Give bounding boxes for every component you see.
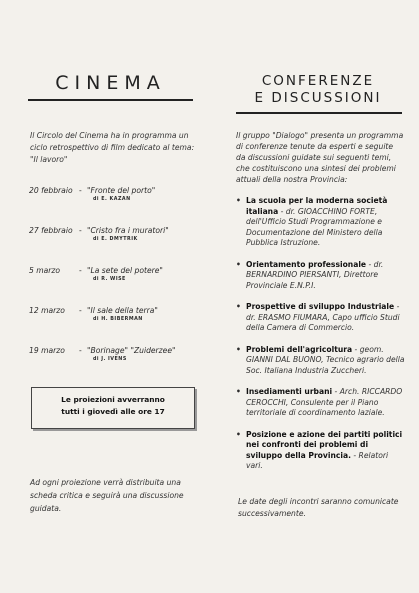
conferences-title-rule (236, 112, 402, 114)
topic-speaker: - dr. GIOACCHINO FORTE, dell'Ufficio Studi Programmazione e Documentazione del Ministero della Pubblica Istruzione. (246, 206, 383, 247)
bullet-icon: • (236, 196, 241, 205)
topic-item (236, 387, 406, 419)
film-director: di E. KAZAN (93, 197, 131, 202)
film-director: di H. BIBERMAN (93, 317, 143, 322)
conferences-title (232, 73, 404, 107)
topic-list (236, 196, 406, 483)
topic-heading: La scuola per la moderna società italiana (246, 196, 388, 216)
bullet-icon: • (236, 302, 241, 311)
topic-heading: Insediamenti urbani (246, 387, 333, 396)
topic-speaker: - Arch. RICCARDO CEROCCHI, Consulente per il Piano territoriale di coordinamento laziale. (246, 387, 403, 417)
bullet-icon: • (236, 259, 241, 269)
film-separator: - (79, 226, 82, 235)
topic-speaker: - Relatori vari. (246, 450, 389, 470)
film-separator: - (79, 266, 82, 275)
topic-item (236, 302, 406, 334)
screening-notice-line2: tutti i giovedì alle ore 17 (61, 407, 165, 416)
film-date: 5 marzo (29, 266, 61, 275)
film-entry (29, 306, 201, 346)
topic-item (236, 430, 406, 472)
bullet-icon: • (236, 429, 241, 439)
screening-notice-line1: Le proiezioni avverranno (61, 395, 165, 404)
film-title: "La sete del potere" (87, 266, 163, 275)
topic-speaker: - geom. GIANNI DAL BUONO, Tecnico agrario della Soc. Italiana Industria Zuccheri. (246, 344, 405, 375)
film-separator: - (79, 306, 82, 315)
conferences-intro: Il gruppo "Dialogo" presenta un programma di conferenze tenute da esperti e seguite da discussioni guidate sui seguenti temi, che costituiscono una sintesi dei problemi attuali della nostra Provincia: (236, 131, 404, 184)
film-director: di R. WISE (93, 277, 126, 282)
film-date: 27 febbraio (29, 226, 73, 235)
topic-heading: Orientamento professionale (246, 259, 367, 269)
film-entry (29, 266, 201, 306)
film-date: 12 marzo (29, 306, 65, 315)
film-date: 19 marzo (29, 346, 65, 355)
conferences-title-line2: E DISCUSSIONI (254, 90, 382, 106)
film-entry (29, 186, 201, 226)
cinema-intro: Il Circolo del Cinema ha in programma un ciclo retrospettivo di film dedicato al tema: "Il lavoro" (30, 131, 195, 164)
film-date: 20 febbraio (29, 186, 73, 195)
topic-item (236, 196, 406, 249)
film-list (29, 186, 201, 386)
cinema-title-rule (28, 99, 193, 101)
film-title: "Fronte del porto" (87, 186, 156, 195)
screening-notice-box (31, 387, 195, 429)
film-title: "Cristo fra i muratori" (87, 226, 169, 235)
topic-item (236, 345, 406, 377)
topic-speaker: - dr. BERNARDINO PIERSANTI, Direttore Provinciale E.N.P.I. (246, 259, 384, 290)
film-separator: - (79, 186, 82, 195)
film-entry (29, 226, 201, 266)
film-title: "Il sale della terra" (87, 306, 158, 315)
film-entry (29, 346, 201, 386)
film-title: "Borinage" "Zuiderzee" (87, 346, 176, 355)
topic-heading: Problemi dell'agricoltura (246, 344, 353, 354)
topic-speaker: - dr. ERASMO FIUMARA, Capo ufficio Studi della Camera di Commercio. (246, 302, 400, 332)
topic-heading: Prospettive di sviluppo Industriale (246, 302, 395, 311)
bullet-icon: • (236, 387, 241, 396)
film-separator: - (79, 346, 82, 355)
topic-heading: Posizione e azione dei partiti politici nei confronti dei problemi di sviluppo della Provincia. (246, 429, 403, 460)
bullet-icon: • (236, 344, 241, 354)
cinema-footer: Ad ogni proiezione verrà distribuita una scheda critica e seguirà una discussione guidata. (30, 478, 184, 513)
cinema-title: CINEMA (55, 72, 166, 94)
film-director: di J. IVENS (93, 357, 127, 362)
conferences-title-line1: CONFERENZE (261, 73, 375, 89)
film-director: di E. DMYTRIK (93, 237, 138, 242)
topic-item (236, 260, 406, 292)
conferences-footer: Le date degli incontri saranno comunicate successivamente. (238, 497, 399, 518)
